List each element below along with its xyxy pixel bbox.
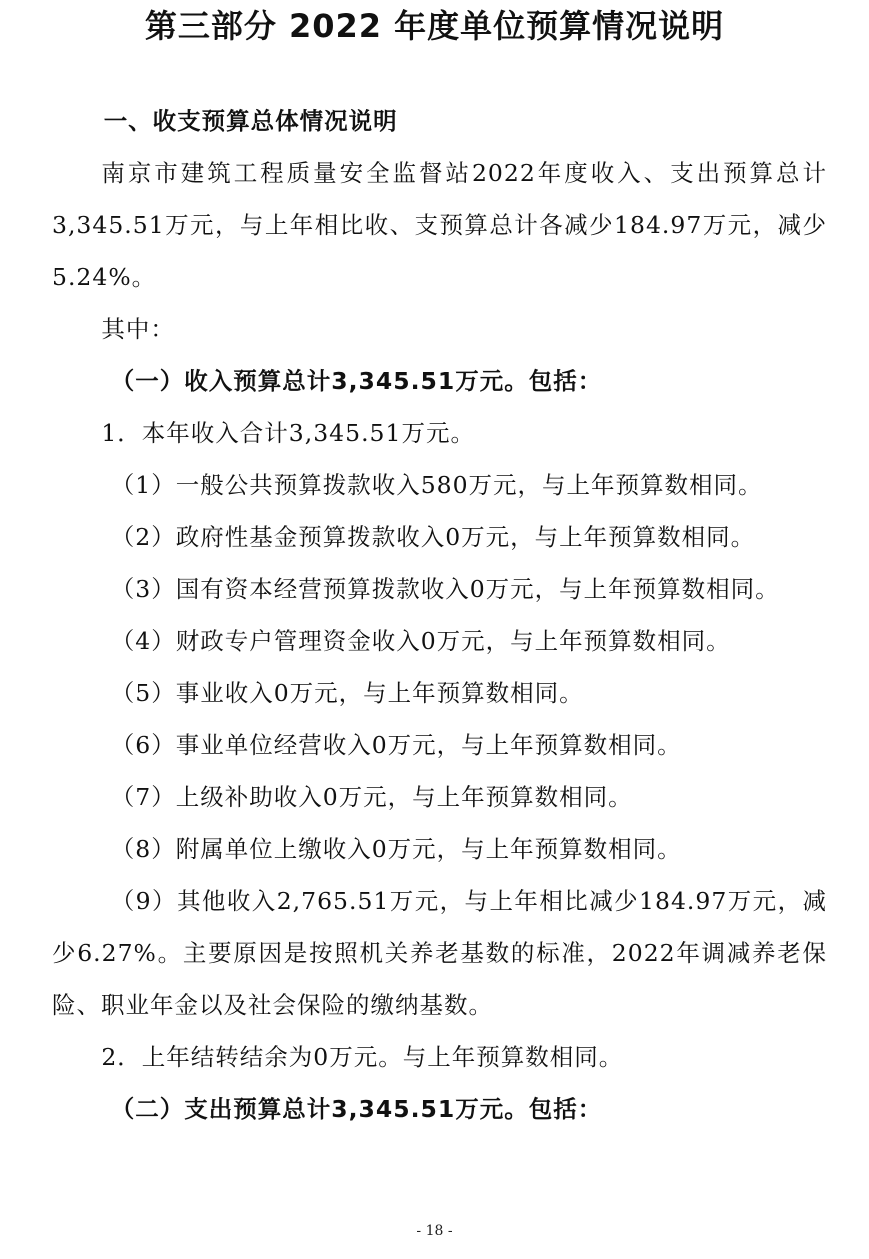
page-number: - 18 - <box>416 1223 453 1239</box>
paragraph-carryover: 2．上年结转结余为0万元。与上年预算数相同。 <box>101 1043 624 1071</box>
list-item-operating-income: （6）事业单位经营收入0万元，与上年预算数相同。 <box>110 731 682 759</box>
subheading-expenditure-total: （二）支出预算总计3,345.51万元。包括： <box>110 1095 603 1123</box>
document-body <box>52 95 827 1135</box>
list-item-affiliated-income: （8）附属单位上缴收入0万元，与上年预算数相同。 <box>110 835 682 863</box>
page-title: 第三部分 2022 年度单位预算情况说明 <box>144 7 725 45</box>
list-item-general-budget: （1）一般公共预算拨款收入580万元，与上年预算数相同。 <box>110 471 763 499</box>
list-item-other-income: （9）其他收入2,765.51万元，与上年相比减少184.97万元，减少6.27%。主要原因是按照机关养老基数的标准，2022年调减养老保险、职业年金以及社会保险的缴纳基数。 <box>52 887 827 1019</box>
list-item-fund-budget: （2）政府性基金预算拨款收入0万元，与上年预算数相同。 <box>110 523 756 551</box>
list-item-superior-subsidy: （7）上级补助收入0万元，与上年预算数相同。 <box>110 783 633 811</box>
paragraph-among: 其中： <box>101 315 175 343</box>
paragraph-summary: 南京市建筑工程质量安全监督站2022年度收入、支出预算总计3,345.51万元，与上年相比收、支预算总计各减少184.97万元，减少5.24%。 <box>52 159 827 291</box>
list-item-state-capital: （3）国有资本经营预算拨款收入0万元，与上年预算数相同。 <box>110 575 780 603</box>
paragraph-current-year-income: 1．本年收入合计3,345.51万元。 <box>101 419 475 447</box>
list-item-business-income: （5）事业收入0万元，与上年预算数相同。 <box>110 679 584 707</box>
section-heading-overview: 一、收支预算总体情况说明 <box>103 107 398 135</box>
list-item-fiscal-account: （4）财政专户管理资金收入0万元，与上年预算数相同。 <box>110 627 731 655</box>
subheading-income-total: （一）收入预算总计3,345.51万元。包括： <box>110 367 603 395</box>
